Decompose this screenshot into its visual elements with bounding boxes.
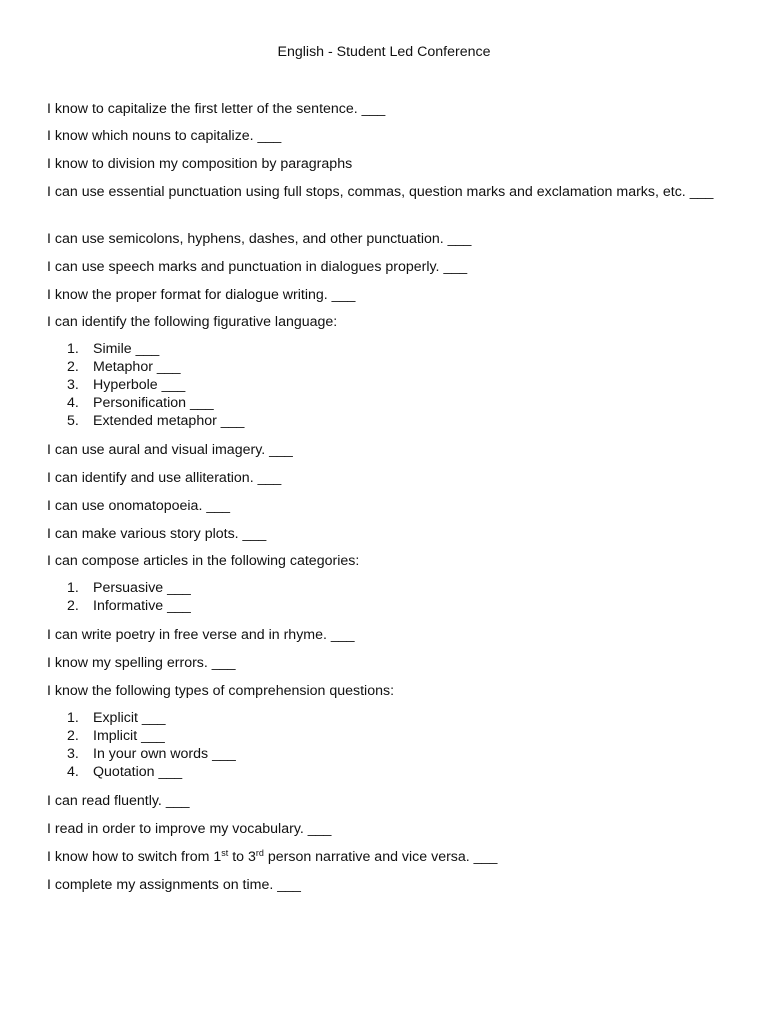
list-item-text: Personification ___: [93, 395, 214, 411]
list-item-number: 3.: [67, 746, 79, 762]
list-item: [67, 579, 191, 597]
list-item-text: Extended metaphor ___: [93, 413, 245, 429]
list-item-number: 4.: [67, 764, 79, 780]
list-item-text: Persuasive ___: [93, 580, 191, 596]
statement-spelling: I know my spelling errors. ___: [47, 655, 236, 671]
statement-assignments: I complete my assignments on time. ___: [47, 877, 301, 893]
statement-onomatopoeia: I can use onomatopoeia. ___: [47, 498, 230, 514]
list-item-number: 1.: [67, 580, 79, 596]
list-item-number: 4.: [67, 395, 79, 411]
comprehension-questions-list: [67, 709, 236, 781]
statement-text-part: to 3: [228, 849, 256, 865]
statement-speech-marks: I can use speech marks and punctuation in dialogues properly. ___: [47, 259, 468, 275]
statement-person-narrative: [47, 848, 727, 866]
list-item-number: 1.: [67, 710, 79, 726]
list-item-number: 1.: [67, 341, 79, 357]
statement-dialogue-format: I know the proper format for dialogue writing. ___: [47, 287, 356, 303]
statement-poetry: I can write poetry in free verse and in rhyme. ___: [47, 627, 355, 643]
statement-articles: I can compose articles in the following categories:: [47, 553, 360, 569]
list-item: [67, 727, 236, 745]
statement-paragraphs: I know to division my composition by paragraphs: [47, 156, 353, 172]
page-title: English - Student Led Conference: [277, 44, 491, 60]
statement-capitalize-nouns: I know which nouns to capitalize. ___: [47, 128, 282, 144]
statement-story-plots: I can make various story plots. ___: [47, 526, 267, 542]
statement-read-fluently: I can read fluently. ___: [47, 793, 190, 809]
statement-vocabulary: I read in order to improve my vocabulary. ___: [47, 821, 332, 837]
statement-text-part: person narrative and vice versa. ___: [263, 849, 498, 865]
list-item-text: In your own words ___: [93, 746, 236, 762]
statement-imagery: I can use aural and visual imagery. ___: [47, 442, 293, 458]
statement-essential-punctuation: I can use essential punctuation using full stops, commas, question marks and exclamation marks, etc. ___: [47, 184, 714, 200]
list-item-text: Implicit ___: [93, 728, 165, 744]
statement-other-punctuation: I can use semicolons, hyphens, dashes, and other punctuation. ___: [47, 231, 472, 247]
superscript-st: st: [221, 848, 229, 858]
list-item-number: 2.: [67, 359, 79, 375]
list-item: [67, 358, 244, 376]
list-item-text: Metaphor ___: [93, 359, 181, 375]
list-item: [67, 597, 191, 615]
statement-text-part: I know how to switch from 1: [47, 849, 222, 865]
statement-figurative-language: I can identify the following figurative language:: [47, 314, 338, 330]
list-item-text: Explicit ___: [93, 710, 166, 726]
list-item-number: 2.: [67, 598, 79, 614]
list-item-text: Informative ___: [93, 598, 191, 614]
statement-alliteration: I can identify and use alliteration. ___: [47, 470, 282, 486]
list-item: [67, 340, 244, 358]
superscript-rd: rd: [255, 848, 264, 858]
figurative-language-list: [67, 340, 244, 430]
list-item-text: Hyperbole ___: [93, 377, 186, 393]
list-item: [67, 763, 236, 781]
list-item: [67, 394, 244, 412]
list-item-number: 3.: [67, 377, 79, 393]
list-item: [67, 376, 244, 394]
list-item: [67, 745, 236, 763]
statement-comprehension: I know the following types of comprehension questions:: [47, 683, 395, 699]
list-item-number: 2.: [67, 728, 79, 744]
list-item-text: Simile ___: [93, 341, 160, 357]
article-categories-list: [67, 579, 191, 615]
list-item: [67, 709, 236, 727]
list-item: [67, 412, 244, 430]
statement-capitalize-first-letter: I know to capitalize the first letter of the sentence. ___: [47, 101, 386, 117]
list-item-text: Quotation ___: [93, 764, 183, 780]
list-item-number: 5.: [67, 413, 79, 429]
